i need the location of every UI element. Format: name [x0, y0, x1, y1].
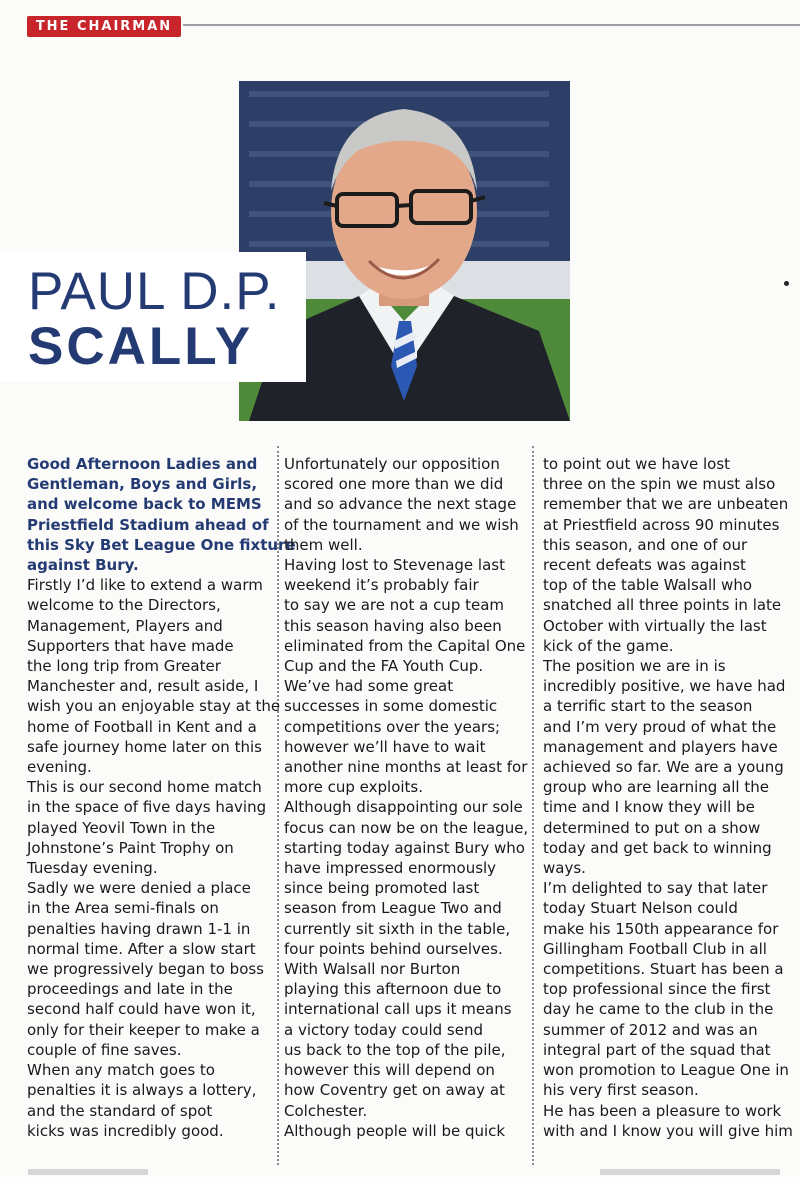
- article-line: top professional since the first: [543, 980, 771, 999]
- article-line: more cup exploits.: [284, 778, 424, 797]
- article-line: currently sit sixth in the table,: [284, 919, 511, 938]
- article-line: integral part of the squad that: [543, 1040, 771, 1059]
- article-line: with and I know you will give him: [543, 1121, 793, 1140]
- article-line: kicks was incredibly good.: [27, 1121, 224, 1140]
- article-line: us back to the top of the pile,: [284, 1040, 506, 1059]
- article-line: we progressively began to boss: [27, 960, 264, 979]
- article-line: competitions. Stuart has been a: [543, 960, 784, 979]
- article-column-2: [284, 454, 528, 1141]
- article-line: international call ups it means: [284, 1000, 512, 1019]
- article-line: management and players have: [543, 737, 778, 756]
- article-line: eliminated from the Capital One: [284, 636, 526, 655]
- article-line: this season, and one of our: [543, 535, 748, 554]
- article-line: Good Afternoon Ladies and: [27, 455, 258, 473]
- article-line: Priestfield Stadium ahead of: [27, 515, 269, 534]
- article-line: a victory today could send: [284, 1020, 483, 1039]
- article-line: them well.: [284, 535, 363, 554]
- article-line: We’ve had some great: [284, 677, 454, 696]
- article-line: make his 150th appearance for: [543, 919, 779, 938]
- article-line: Tuesday evening.: [27, 859, 158, 878]
- article-line: four points behind ourselves.: [284, 939, 503, 958]
- article-line: day he came to the club in the: [543, 1000, 774, 1019]
- article-line: only for their keeper to make a: [27, 1020, 260, 1039]
- article-line: Firstly I’d like to extend a warm: [27, 576, 263, 595]
- article-line: a terrific start to the season: [543, 697, 753, 716]
- article-line: normal time. After a slow start: [27, 939, 256, 958]
- article-line: safe journey home later on this: [27, 737, 262, 756]
- article-line: proceedings and late in the: [27, 980, 233, 999]
- article-line: this season having also been: [284, 616, 502, 635]
- article-line: With Walsall nor Burton: [284, 960, 461, 979]
- print-speck: [784, 281, 789, 286]
- article-line: however this will depend on: [284, 1061, 495, 1080]
- article-column-3: [543, 454, 793, 1141]
- article-line: top of the table Walsall who: [543, 576, 753, 595]
- column-divider-2: [532, 446, 534, 1165]
- article-line: He has been a pleasure to work: [543, 1101, 782, 1120]
- article-line: Gillingham Football Club in all: [543, 939, 767, 958]
- footer-url-faded: [600, 1169, 780, 1175]
- article-line: however we’ll have to wait: [284, 737, 486, 756]
- article-line: time and I know they will be: [543, 798, 755, 817]
- article-line: in the Area semi-finals on: [27, 899, 219, 918]
- article-line: remember that we are unbeaten: [543, 495, 789, 514]
- article-line: couple of fine saves.: [27, 1040, 182, 1059]
- article-line: won promotion to League One in: [543, 1061, 789, 1080]
- article-line: Although people will be quick: [284, 1121, 506, 1140]
- article-line: summer of 2012 and was an: [543, 1020, 758, 1039]
- article-line: the long trip from Greater: [27, 657, 221, 676]
- article-line: today and get back to winning: [543, 838, 772, 857]
- article-line: recent defeats was against: [543, 556, 746, 575]
- page-title: [28, 264, 281, 374]
- article-line: snatched all three points in late: [543, 596, 782, 615]
- article-line: focus can now be on the league,: [284, 818, 529, 837]
- article-line: to say we are not a cup team: [284, 596, 505, 615]
- article-line: and welcome back to MEMS: [27, 495, 262, 514]
- article-line: Johnstone’s Paint Trophy on: [27, 838, 234, 857]
- article-line: October with virtually the last: [543, 616, 767, 635]
- article-line: evening.: [27, 758, 92, 777]
- article-line: another nine months at least for: [284, 758, 528, 777]
- article-line: in the space of five days having: [27, 798, 267, 817]
- article-line: When any match goes to: [27, 1061, 215, 1080]
- article-line: starting today against Bury who: [284, 838, 525, 857]
- article-line: scored one more than we did: [284, 475, 504, 494]
- article-line: Unfortunately our opposition: [284, 455, 500, 473]
- article-line: The position we are in is: [543, 657, 726, 676]
- article-line: season from League Two and: [284, 899, 502, 918]
- article-line: of the tournament and we wish: [284, 515, 519, 534]
- article-line: Manchester and, result aside, I: [27, 677, 259, 696]
- article-line: Cup and the FA Youth Cup.: [284, 657, 484, 676]
- article-line: Having lost to Stevenage last: [284, 556, 505, 575]
- article-line: Although disappointing our sole: [284, 798, 523, 817]
- article-column-1: [27, 454, 296, 1141]
- article-line: against Bury.: [27, 556, 139, 575]
- article-line: his very first season.: [543, 1081, 699, 1100]
- article-line: at Priestfield across 90 minutes: [543, 515, 780, 534]
- article-line: to point out we have lost: [543, 455, 731, 473]
- article-line: and I’m very proud of what the: [543, 717, 777, 736]
- article-line: penalties it is always a lottery,: [27, 1081, 257, 1100]
- article-line: and the standard of spot: [27, 1101, 213, 1120]
- article-line: playing this afternoon due to: [284, 980, 502, 999]
- article-line: weekend it’s probably fair: [284, 576, 479, 595]
- article-line: Colchester.: [284, 1101, 368, 1120]
- article-line: competitions over the years;: [284, 717, 501, 736]
- article-line: kick of the game.: [543, 636, 674, 655]
- article-line: have impressed enormously: [284, 859, 497, 878]
- article-line: determined to put on a show: [543, 818, 761, 837]
- article-line: group who are learning all the: [543, 778, 769, 797]
- footer-page-number-faded: [28, 1169, 148, 1175]
- article-line: penalties having drawn 1-1 in: [27, 919, 251, 938]
- section-label: THE CHAIRMAN: [27, 16, 181, 37]
- header-rule: [183, 24, 800, 26]
- article-line: wish you an enjoyable stay at the: [27, 697, 281, 716]
- article-line: Supporters that have made: [27, 636, 234, 655]
- article-line: Gentleman, Boys and Girls,: [27, 475, 258, 494]
- article-line: This is our second home match: [27, 778, 262, 797]
- article-line: since being promoted last: [284, 879, 480, 898]
- article-line: incredibly positive, we have had: [543, 677, 786, 696]
- title-line-1: PAUL D.P.: [28, 262, 281, 321]
- article-line: and so advance the next stage: [284, 495, 517, 514]
- article-line: I’m delighted to say that later: [543, 879, 768, 898]
- article-line: how Coventry get on away at: [284, 1081, 505, 1100]
- article-line: three on the spin we must also: [543, 475, 776, 494]
- article-line: this Sky Bet League One fixture: [27, 535, 296, 554]
- article-line: second half could have won it,: [27, 1000, 256, 1019]
- article-line: Management, Players and: [27, 616, 223, 635]
- article-line: achieved so far. We are a young: [543, 758, 784, 777]
- article-line: home of Football in Kent and a: [27, 717, 257, 736]
- article-line: welcome to the Directors,: [27, 596, 221, 615]
- article-line: played Yeovil Town in the: [27, 818, 216, 837]
- title-line-2: SCALLY: [28, 317, 254, 376]
- article-line: Sadly we were denied a place: [27, 879, 251, 898]
- article-line: today Stuart Nelson could: [543, 899, 738, 918]
- article-line: successes in some domestic: [284, 697, 498, 716]
- article-line: ways.: [543, 859, 586, 878]
